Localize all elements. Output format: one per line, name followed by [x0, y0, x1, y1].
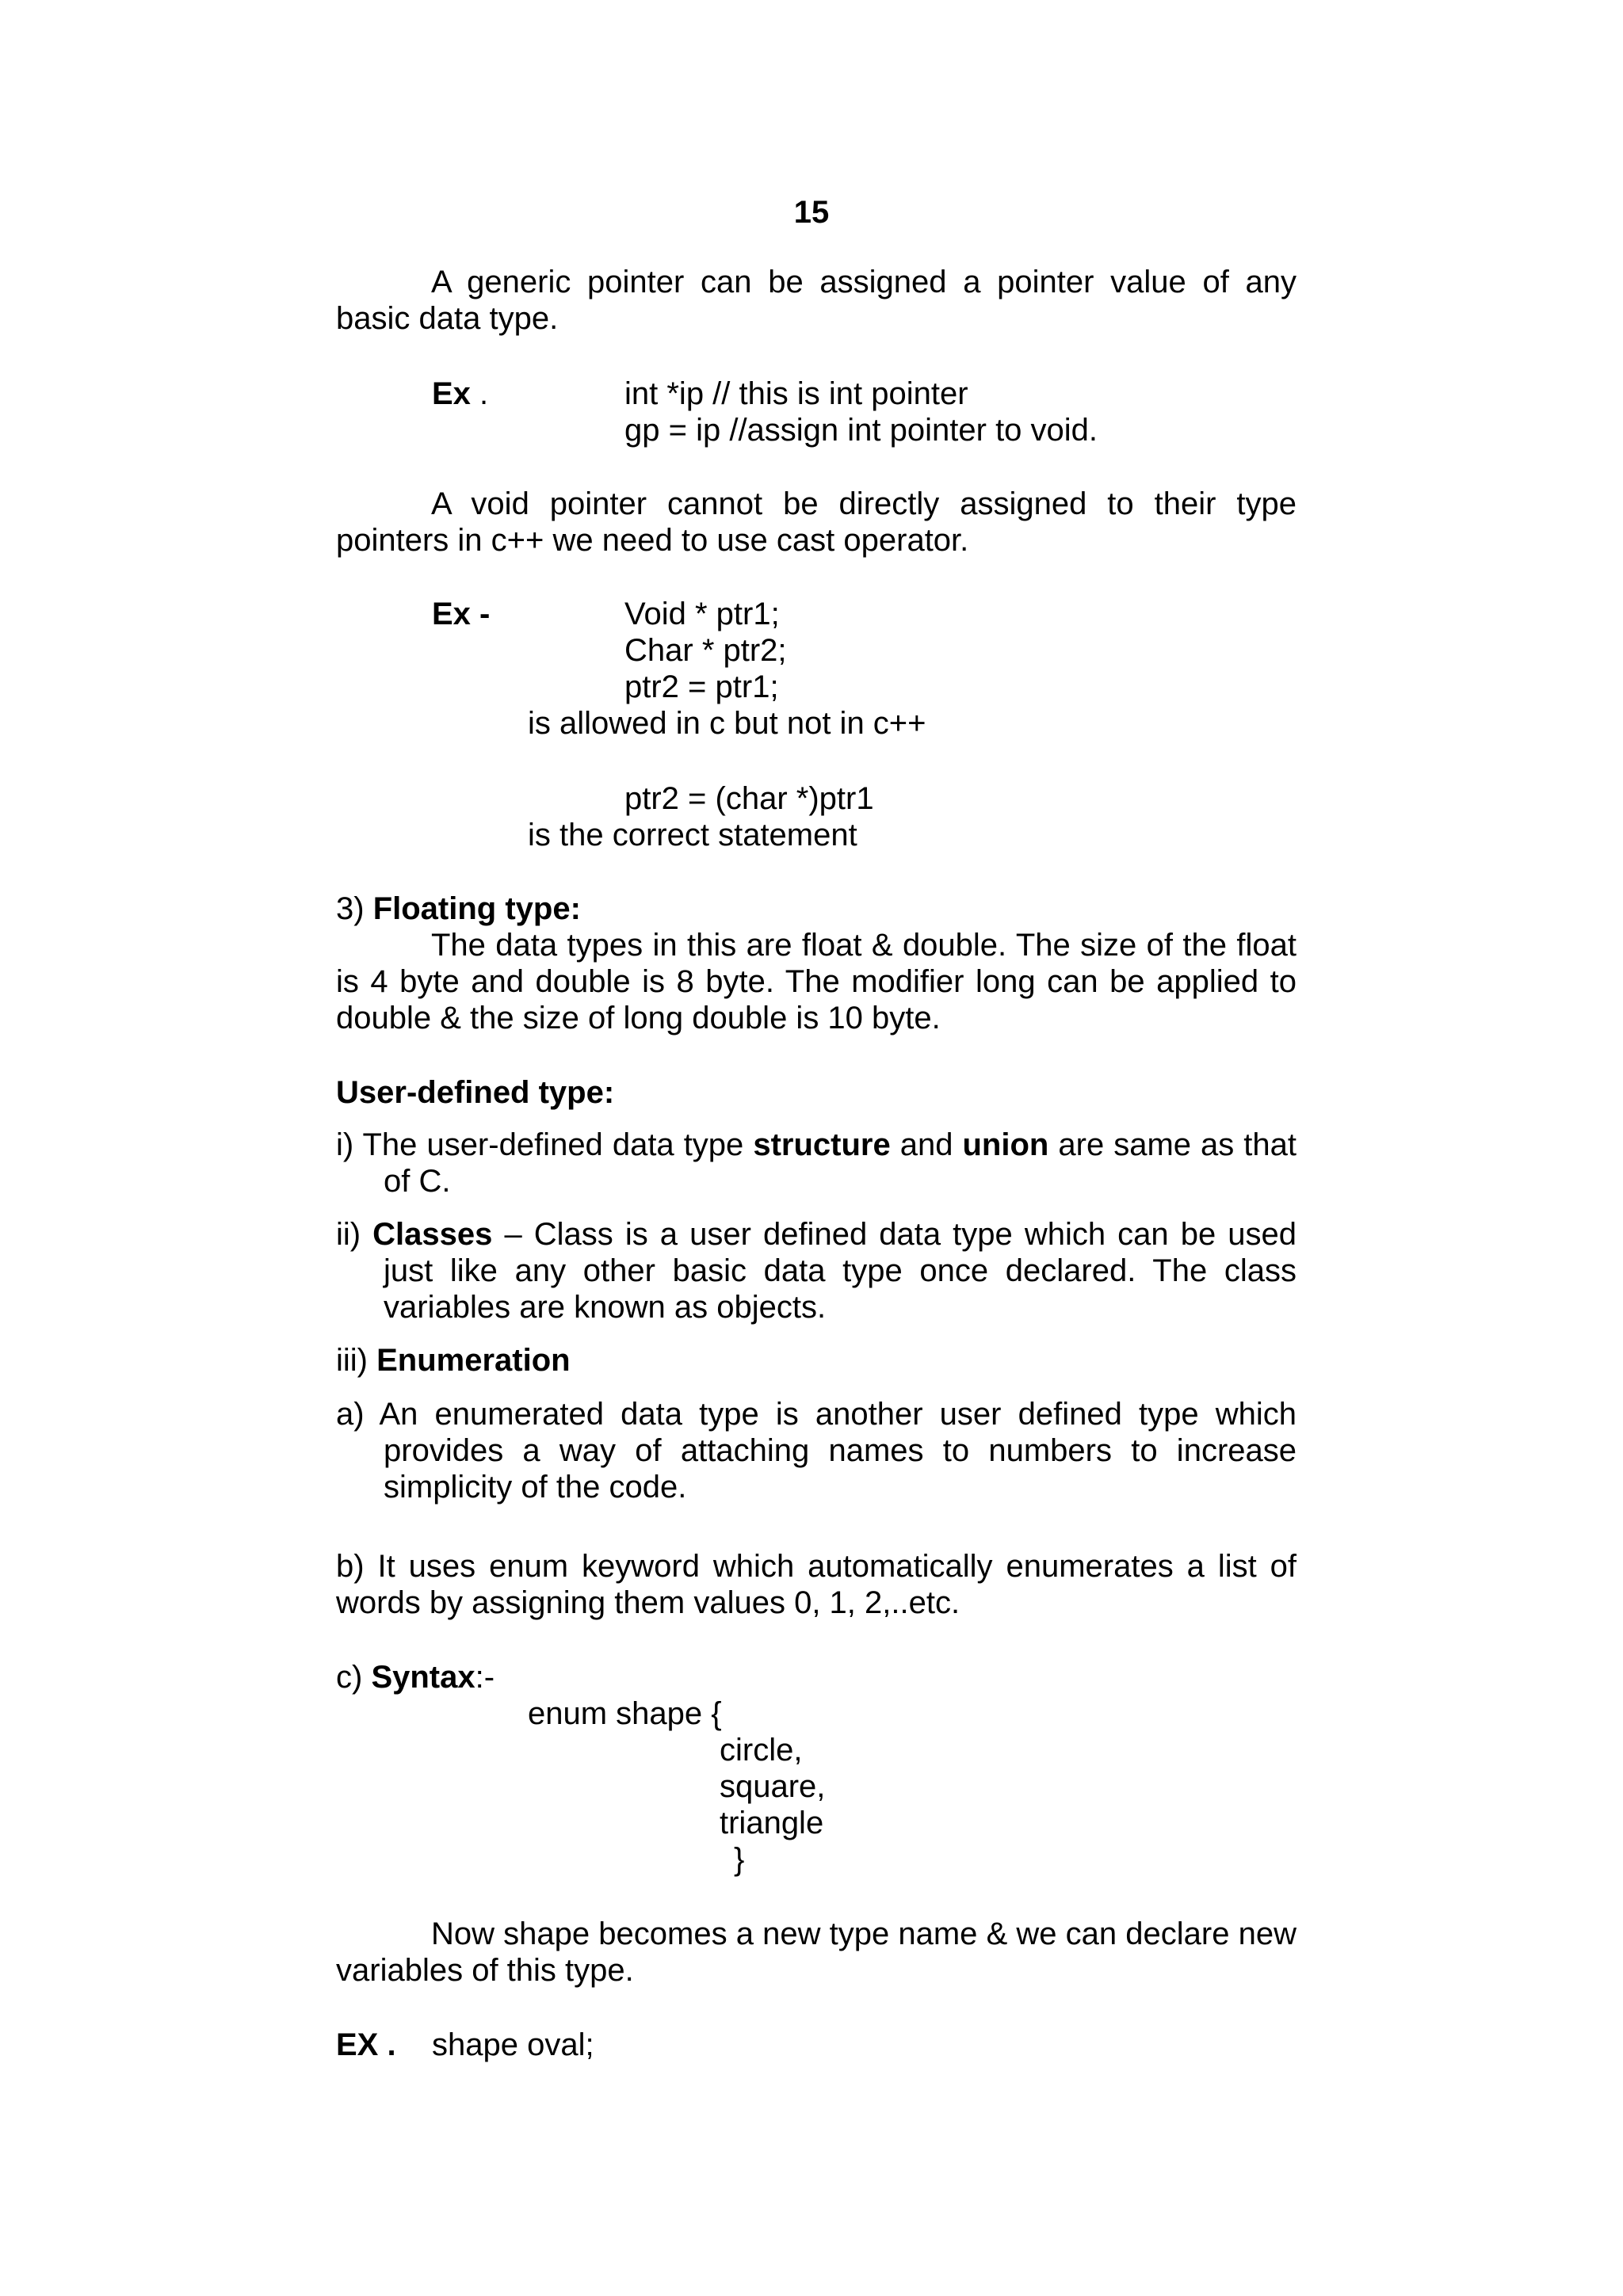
code-line: shape oval; — [432, 2027, 594, 2062]
example-label-text: Ex — [432, 376, 471, 411]
code-note: is the correct statement — [528, 818, 857, 852]
bold-term: Classes — [372, 1217, 493, 1252]
code-line: square, — [720, 1769, 826, 1804]
list-item-text: and — [890, 1127, 963, 1162]
section-heading-text: Floating type: — [372, 891, 581, 926]
list-item-text: are same as that of C. — [384, 1127, 1297, 1199]
bold-term: Syntax — [371, 1660, 475, 1695]
section-heading-user-defined: User-defined type: — [336, 1075, 615, 1110]
example-label-suffix: . — [470, 376, 489, 411]
list-item-a: a) An enumerated data type is another user defined type which provides a way of attaching names to numbers to increase simplicity of the code. — [336, 1397, 1296, 1505]
page-number: 15 — [793, 195, 830, 230]
code-line: } — [734, 1842, 745, 1877]
example-label — [432, 376, 488, 412]
code-line: Void * ptr1; — [624, 597, 780, 631]
code-line: gp = ip //assign int pointer to void. — [624, 413, 1098, 448]
code-line: ptr2 = ptr1; — [624, 669, 779, 704]
code-line: enum shape { — [528, 1696, 722, 1731]
list-item-text: c) — [336, 1660, 372, 1695]
floating-paragraph: The data types in this are float & double. The size of the float is 4 byte and double is 8 byte. The modifier long can be applied to double & the size of long double is 10 byte. — [336, 928, 1296, 1035]
list-item-text: ii) — [336, 1217, 373, 1252]
code-line: circle, — [720, 1733, 803, 1768]
list-item-b: b) It uses enum keyword which automatically enumerates a list of words by assigning them values 0, 1, 2,..etc. — [336, 1549, 1296, 1620]
list-item-text: – Class is a user defined data type which can be used just like any other basic data type once declared. The class variables are known as objects. — [384, 1217, 1296, 1325]
example-label: EX . — [336, 2027, 396, 2062]
code-line: Char * ptr2; — [624, 633, 787, 668]
bold-term: union — [962, 1127, 1049, 1162]
bold-term: Enumeration — [376, 1343, 571, 1378]
void-pointer-paragraph: A void pointer cannot be directly assigned to their type pointers in c++ we need to use cast operator. — [336, 486, 1296, 558]
code-line: triangle — [720, 1806, 824, 1840]
section-heading-floating — [336, 891, 581, 927]
section-number: 3) — [336, 891, 373, 926]
list-item-text: :- — [475, 1660, 495, 1695]
list-item-c — [336, 1659, 495, 1695]
code-line: int *ip // this is int pointer — [624, 376, 968, 411]
bold-term: structure — [753, 1127, 891, 1162]
code-line: ptr2 = (char *)ptr1 — [624, 781, 874, 816]
generic-pointer-paragraph: A generic pointer can be assigned a pointer value of any basic data type. — [336, 265, 1296, 336]
shape-paragraph: Now shape becomes a new type name & we can declare new variables of this type. — [336, 1917, 1296, 1988]
list-item-i — [336, 1127, 1296, 1199]
list-item-text: i) The user-defined data type — [336, 1127, 754, 1162]
example-label: Ex - — [432, 597, 491, 631]
list-item-iii — [336, 1342, 571, 1379]
list-item-ii — [336, 1216, 1296, 1325]
list-item-text: iii) — [336, 1343, 377, 1378]
code-note: is allowed in c but not in c++ — [528, 706, 926, 741]
